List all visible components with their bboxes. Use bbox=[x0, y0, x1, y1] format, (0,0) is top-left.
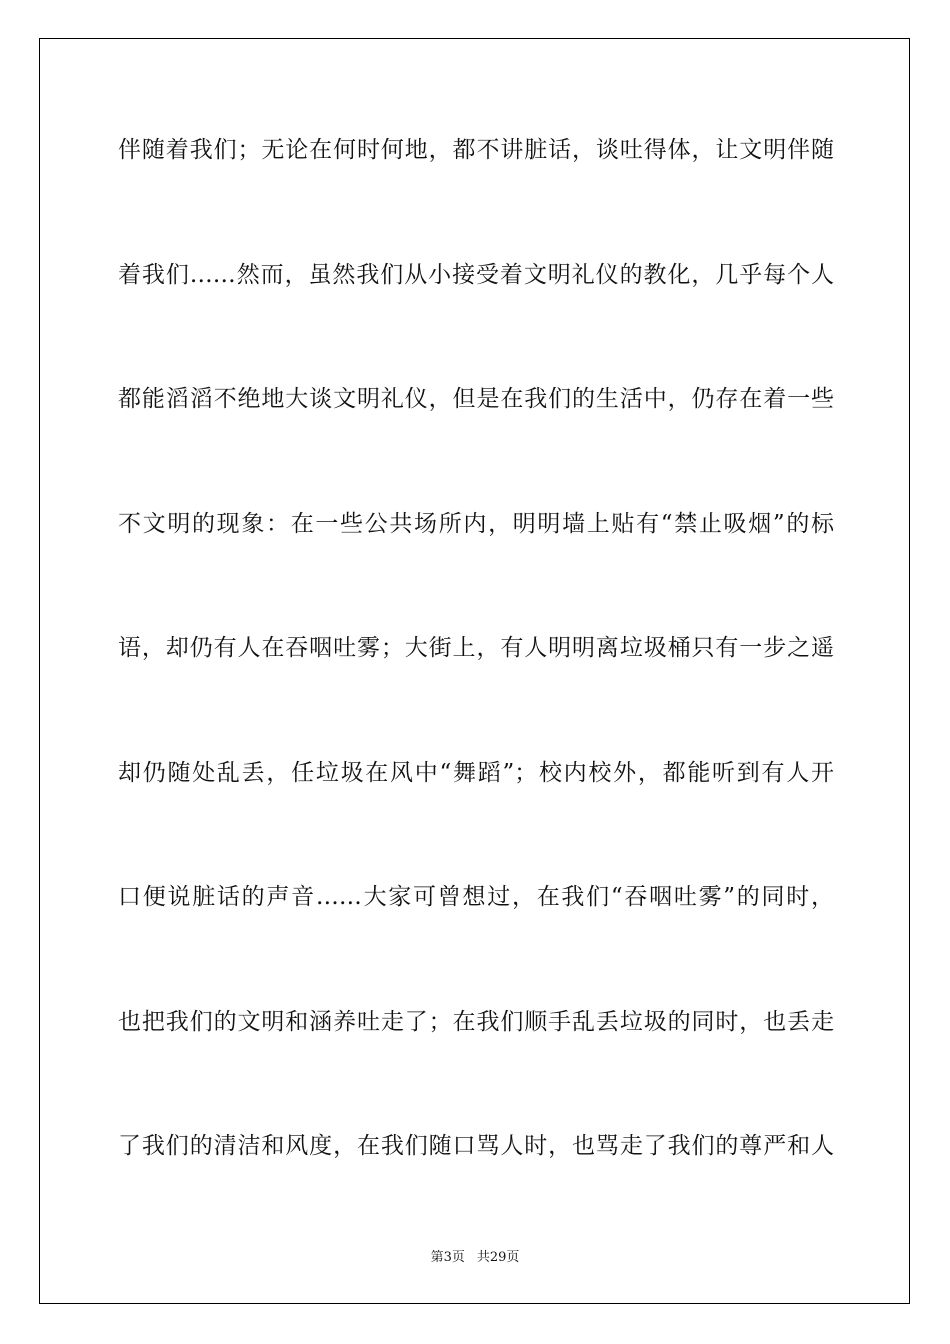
body-text-line: 语，却仍有人在吞咽吐雾；大街上，有人明明离垃圾桶只有一步之遥 bbox=[118, 635, 834, 661]
body-text-line: 不文明的现象：在一些公共场所内，明明墙上贴有“禁止吸烟”的标 bbox=[118, 511, 834, 537]
total-pages-label: 共29页 bbox=[476, 1250, 520, 1265]
current-page-label: 第3页 bbox=[430, 1250, 465, 1265]
page-footer bbox=[0, 1246, 950, 1265]
body-text-line: 着我们……然而，虽然我们从小接受着文明礼仪的教化，几乎每个人 bbox=[118, 262, 834, 288]
body-text-line: 口便说脏话的声音……大家可曾想过，在我们“吞咽吐雾”的同时， bbox=[118, 884, 834, 910]
body-text-line: 却仍随处乱丢，任垃圾在风中“舞蹈”；校内校外，都能听到有人开 bbox=[118, 760, 834, 786]
body-text-line: 了我们的清洁和风度，在我们随口骂人时，也骂走了我们的尊严和人 bbox=[118, 1133, 834, 1159]
body-text-line: 伴随着我们；无论在何时何地，都不讲脏话，谈吐得体，让文明伴随 bbox=[118, 137, 834, 163]
body-text-line: 都能滔滔不绝地大谈文明礼仪，但是在我们的生活中，仍存在着一些 bbox=[118, 386, 834, 412]
page-border bbox=[39, 38, 910, 1304]
body-text-line: 也把我们的文明和涵养吐走了；在我们顺手乱丢垃圾的同时，也丢走 bbox=[118, 1009, 834, 1035]
